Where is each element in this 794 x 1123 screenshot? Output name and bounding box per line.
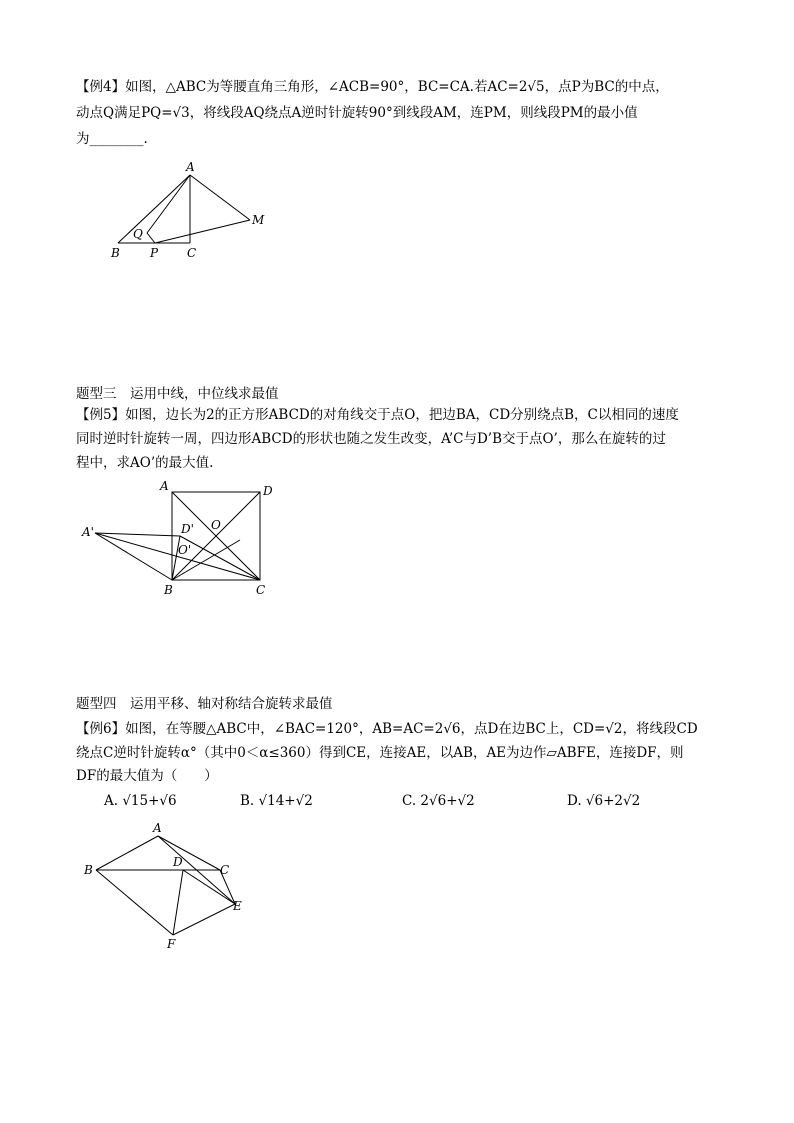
label-d: D <box>173 855 183 869</box>
segment-am <box>190 175 250 220</box>
example4-line2: 动点Q满足PQ=√3，将线段AQ绕点A逆时针旋转90°到线段AM，连PM，则线段PM的最小值 <box>76 105 638 121</box>
label-d-prime: D' <box>181 522 194 536</box>
choice-a[interactable]: A. √15+√6 <box>104 793 177 809</box>
segment-aq <box>147 175 190 233</box>
segment-pm <box>155 220 250 243</box>
example6-line2: 绕点C逆时针旋转α°（其中0＜α≤360）得到CE，连接AE，以AB，AE为边作▱ABFE，连接DF，则 <box>76 745 684 761</box>
label-a: A <box>160 479 169 493</box>
example6-figure <box>80 818 260 953</box>
label-o-prime: O' <box>178 543 192 557</box>
label-m: M <box>252 213 265 227</box>
label-b: B <box>84 863 93 877</box>
segment-ac <box>158 836 220 870</box>
label-q: Q <box>133 227 143 241</box>
label-a: A <box>153 821 162 835</box>
example6-line3: DF的最大值为（ ） <box>76 768 218 784</box>
segment-bf <box>96 870 173 935</box>
example5-line1: 【例5】如图，边长为2的正方形ABCD的对角线交于点O，把边BA，CD分别绕点B，C以相同的速度 <box>76 407 679 423</box>
label-c: C <box>220 863 230 877</box>
label-a-prime: A' <box>82 525 94 539</box>
label-p: P <box>150 246 159 260</box>
segment-d-prime-c <box>180 536 260 580</box>
segment-ab <box>96 836 158 870</box>
label-o: O <box>211 518 221 532</box>
example4-figure <box>100 160 280 270</box>
example5-line2: 同时逆时针旋转一周，四边形ABCD的形状也随之发生改变，A’C与D’B交于点O’，那么在旋转的过 <box>76 431 666 447</box>
segment-fe <box>173 904 235 935</box>
choice-b[interactable]: B. √14+√2 <box>240 793 313 809</box>
example5-line3: 程中，求AO’的最大值. <box>76 455 214 471</box>
label-a: A <box>186 160 195 174</box>
label-e: E <box>233 899 242 913</box>
segment-df <box>173 870 183 935</box>
section4-heading: 题型四 运用平移、轴对称结合旋转求最值 <box>76 696 333 712</box>
segment-pq <box>147 233 155 243</box>
segment-a-prime-d-prime <box>95 533 180 536</box>
label-f: F <box>167 937 176 951</box>
segment-a-prime-b <box>95 533 172 580</box>
label-c: C <box>187 246 197 260</box>
segment-ab <box>118 175 190 243</box>
choice-c[interactable]: C. 2√6+√2 <box>402 793 475 809</box>
label-b: B <box>164 583 173 597</box>
section3-heading: 题型三 运用中线，中位线求最值 <box>76 386 279 402</box>
label-c: C <box>256 583 266 597</box>
label-b: B <box>111 246 120 260</box>
choice-d[interactable]: D. √6+2√2 <box>567 793 641 809</box>
label-d: D <box>263 484 273 498</box>
example6-line1: 【例6】如图，在等腰△ABC中，∠BAC=120°，AB=AC=2√6，点D在边BC上，CD=√2，将线段CD <box>76 721 698 737</box>
example5-figure <box>80 478 280 598</box>
example4-line3: 为________. <box>76 131 148 147</box>
example4-line1: 【例4】如图，△ABC为等腰直角三角形，∠ACB=90°，BC=CA.若AC=2√5，点P为BC的中点， <box>76 79 669 95</box>
